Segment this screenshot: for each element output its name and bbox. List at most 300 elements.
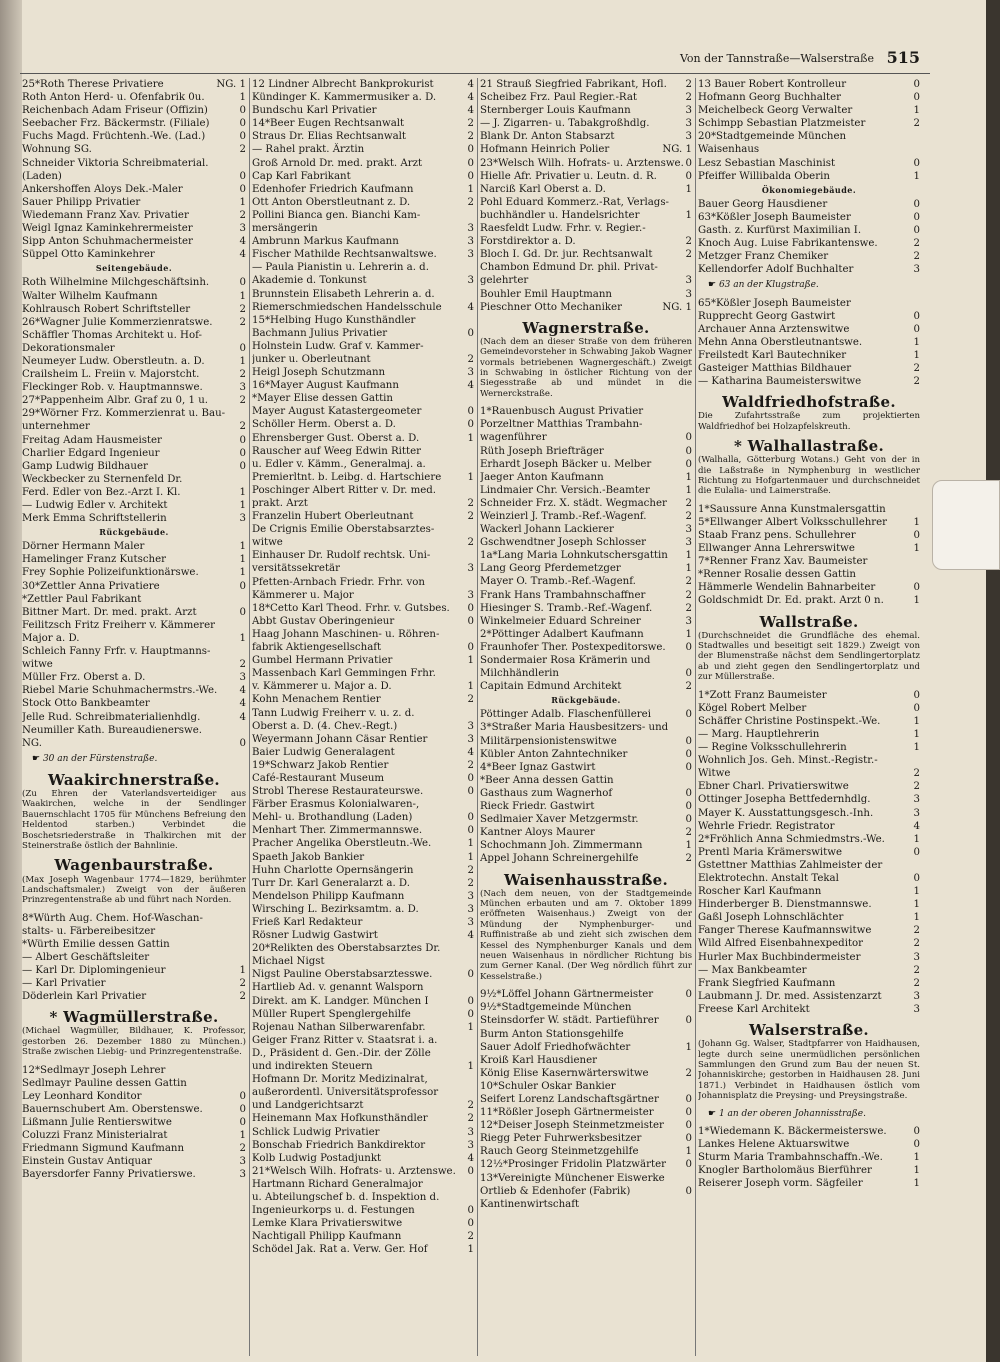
entry-name-occupation: Feilitzsch Fritz Freiherr v. Kämmerer (22, 619, 216, 631)
column-1 (22, 78, 246, 1358)
street-heading: Waisenhausstraße. (503, 870, 669, 889)
directory-entry (252, 864, 474, 877)
entry-floor: 4 (467, 746, 474, 758)
directory-entry (698, 833, 920, 846)
entry-floor: 2 (467, 511, 474, 523)
entry-name-occupation: Hofmann Georg Buchhalter (698, 92, 842, 104)
entry-floor: 0 (685, 1120, 692, 1132)
directory-entry (480, 104, 692, 117)
entry-floor: 0 (913, 92, 920, 104)
entry-name-occupation: Wohnlich Jos. Geh. Minst.-Registr.- (698, 755, 878, 767)
entry-name-occupation: 12*Deiser Joseph Steinmetzmeister (480, 1120, 664, 1132)
entry-floor: 2 (913, 781, 920, 793)
entry-floor: 3 (467, 563, 474, 575)
directory-entry (480, 721, 692, 734)
entry-name-occupation: 1*Rauenbusch August Privatier (480, 406, 644, 418)
directory-entry (698, 872, 920, 885)
entry-floor: 1 (239, 486, 246, 498)
entry-name-occupation: Premierltnt. b. Leibg. d. Hartschiere (252, 471, 442, 483)
entry-floor: 1 (913, 1151, 920, 1163)
directory-entry (698, 1177, 920, 1190)
entry-name-occupation: 1a*Lang Maria Lohnkutschersgattin (480, 550, 668, 562)
entry-name-occupation: Ehrensberger Gust. Oberst a. D. (252, 432, 420, 444)
entry-name-occupation: Gschwendtner Joseph Schlosser (480, 537, 647, 549)
entry-floor: 0 (685, 445, 692, 457)
cross-reference (32, 753, 246, 766)
entry-floor: 2 (239, 1143, 246, 1155)
entry-name-occupation: Stock Otto Bankbeamter (22, 698, 150, 710)
entry-name-occupation: Ankershoffen Aloys Dek.-Maler (22, 183, 183, 195)
entry-name-occupation: 19*Schwarz Jakob Rentier (252, 759, 389, 771)
entry-name-occupation: Major a. D. (22, 632, 80, 644)
entry-name-occupation: Witwe (698, 768, 731, 780)
directory-entry (480, 562, 692, 575)
entry-name-occupation: Gstettner Matthias Zahlmeister der (698, 859, 883, 871)
entry-name-occupation: Bayersdorfer Fanny Privatierswe. (22, 1169, 196, 1181)
directory-entry (252, 1021, 474, 1034)
entry-floor: 0 (685, 1094, 692, 1105)
entry-name-occupation: Pollini Bianca gen. Bianchi Kam- (252, 209, 421, 221)
entry-floor: 2 (239, 144, 246, 156)
entry-name-occupation: *Würth Emilie dessen Gattin (22, 938, 170, 950)
entry-floor: 2 (239, 395, 246, 407)
directory-entry (480, 78, 692, 91)
directory-entry (480, 813, 692, 826)
entry-name-occupation: Knoch Aug. Luise Fabrikantenswe. (698, 238, 878, 250)
directory-entry (252, 576, 474, 589)
directory-entry (480, 615, 692, 628)
directory-entry (22, 78, 246, 91)
entry-name-occupation: Roth Anton Herd- u. Ofenfabrik 0u. (22, 92, 205, 104)
directory-entry (698, 336, 920, 349)
entry-floor: 0 (685, 709, 692, 721)
directory-entry (22, 1129, 246, 1142)
directory-entry (252, 170, 474, 183)
entry-floor: 0 (467, 327, 474, 339)
entry-floor: 1 (239, 355, 246, 367)
entry-name-occupation: — Paula Pianistin u. Lehrerin a. d. (252, 262, 429, 274)
entry-name-occupation: Heinemann Max Hofkunsthändler (252, 1113, 428, 1125)
entry-name-occupation: Huhn Charlotte Opernsängerin (252, 864, 414, 876)
entry-name-occupation: Rieck Friedr. Gastwirt (480, 801, 595, 813)
entry-floor: 0 (467, 1165, 474, 1177)
section-subheading: Seitengebäude. (95, 263, 173, 274)
street-description: (Nach dem neuen, von der Stadtgemeinde München erbauten und am 7. Oktober 1899 eröffneten Waisenhaus.) Zweigt von der Mündung der Nymphenburger- und Ruffinistraße ab und zieht sich zwischen dem Kessel des Nymphenburger Kanals und dem neuen Waisenhaus in nördlicher Richtung bis zum Gerner Kanal. (Der Weg nördlich führt zur Kesselstraße.) (480, 888, 692, 982)
entry-name-occupation: Rüth Joseph Briefträger (480, 445, 604, 457)
entry-floor: 2 (685, 602, 692, 614)
directory-entry (480, 708, 692, 721)
directory-entry (698, 715, 920, 728)
entry-name-occupation: Mehn Anna Oberstleutnantswe. (698, 336, 863, 348)
entry-name-occupation: Sturm Maria Trambahnschaffn.-We. (698, 1151, 883, 1163)
entry-name-occupation: Direkt. am K. Landger. München I (252, 995, 429, 1007)
entry-name-occupation: *Renner Rosalie dessen Gattin (698, 569, 856, 581)
entry-name-occupation: Goldschmidt Dr. Ed. prakt. Arzt 0 n. (698, 595, 884, 607)
pointing-hand-icon: ☛ (32, 753, 43, 764)
entry-name-occupation: Charlier Edgard Ingenieur (22, 447, 160, 459)
entry-floor: 1 (913, 742, 920, 754)
entry-floor: 1 (239, 290, 246, 302)
directory-entry (698, 555, 920, 568)
entry-floor: 0 (685, 170, 692, 182)
directory-entry (252, 314, 474, 327)
directory-entry (252, 641, 474, 654)
entry-floor: 4 (467, 105, 474, 117)
entry-name-occupation: Schäffer Christine Postinspekt.-We. (698, 715, 881, 727)
book-binding (986, 0, 1000, 1362)
entry-floor: 0 (467, 615, 474, 627)
directory-entry (22, 276, 246, 289)
entry-name-occupation: Ambrunn Markus Kaufmann (252, 236, 399, 248)
directory-entry (480, 1028, 692, 1041)
directory-entry (698, 885, 920, 898)
directory-entry (698, 689, 920, 702)
directory-entry (480, 1132, 692, 1145)
entry-floor: 1 (467, 838, 474, 850)
entry-name-occupation: Einhauser Dr. Rudolf rechtsk. Uni- (252, 550, 431, 562)
directory-entry (480, 575, 692, 588)
street-heading: * Wagmüllerstraße. (49, 1008, 219, 1027)
section-subheading: Rückgebäude. (551, 695, 621, 706)
entry-name-occupation: Wehrle Friedr. Registrator (698, 820, 835, 832)
directory-entry (698, 977, 920, 990)
entry-name-occupation: Michael Nigst (252, 956, 325, 968)
entry-name-occupation: junker u. Oberleutnant (252, 353, 371, 365)
entry-name-occupation: Rupprecht Georg Gastwirt (698, 310, 836, 322)
entry-floor: 3 (239, 1156, 246, 1168)
entry-floor: 0 (913, 846, 920, 858)
entry-floor: 2 (913, 376, 920, 388)
directory-entry (22, 222, 246, 235)
entry-name-occupation: Hurler Max Buchbindermeister (698, 951, 861, 963)
entry-floor: 3 (685, 118, 692, 130)
directory-entry (252, 117, 474, 130)
entry-floor: 0 (685, 157, 692, 169)
directory-entry (22, 1155, 246, 1168)
entry-floor: 1 (913, 1178, 920, 1189)
directory-entry (22, 381, 246, 394)
entry-name-occupation: Schneider Frz. X. städt. Wegmacher (480, 497, 667, 509)
directory-entry (22, 248, 246, 261)
directory-entry (22, 394, 246, 407)
entry-name-occupation: Freese Karl Architekt (698, 1003, 810, 1015)
entry-floor: 2 (467, 131, 474, 143)
directory-entry (252, 916, 474, 929)
directory-entry (22, 355, 246, 368)
directory-entry (480, 301, 692, 314)
entry-name-occupation: Metzger Franz Chemiker (698, 251, 829, 263)
entry-floor: 2 (685, 92, 692, 104)
entry-floor: 0 (685, 1185, 692, 1197)
directory-entry (252, 877, 474, 890)
entry-floor: 1 (467, 471, 474, 483)
entry-floor: 2 (685, 249, 692, 261)
entry-name-occupation: Geiger Franz Ritter v. Staatsrat i. a. (252, 1034, 438, 1046)
directory-entry (480, 1185, 692, 1198)
directory-entry (22, 157, 246, 170)
directory-entry (698, 581, 920, 594)
directory-entry (22, 342, 246, 355)
entry-name-occupation: D., Präsident d. Gen.-Dir. der Zölle (252, 1047, 431, 1059)
entry-floor: 1 (913, 170, 920, 182)
entry-name-occupation: Gumbel Hermann Privatier (252, 655, 393, 667)
entry-name-occupation: und indirekten Steuern (252, 1061, 373, 1073)
directory-entry (252, 1204, 474, 1217)
entry-name-occupation: Lesz Sebastian Maschinist (698, 157, 836, 169)
cross-reference-text: 1 an der oberen Johannisstraße. (718, 1108, 866, 1119)
entry-name-occupation: Schlick Ludwig Privatier (252, 1126, 380, 1138)
entry-floor: 0 (467, 170, 474, 182)
directory-entry (252, 222, 474, 235)
entry-floor: 1 (913, 595, 920, 607)
directory-entry (252, 667, 474, 680)
entry-floor: 0 (239, 606, 246, 618)
entry-name-occupation: Bloch I. Gd. Dr. jur. Rechtsanwalt (480, 249, 653, 261)
entry-floor: 2 (685, 497, 692, 509)
entry-name-occupation: 1*Saussure Anna Kunstmalersgattin (698, 503, 886, 515)
entry-name-occupation: Winkelmeier Eduard Schreiner (480, 615, 641, 627)
entry-floor: 0 (239, 447, 246, 459)
directory-entry (252, 981, 474, 994)
entry-name-occupation: Tann Ludwig Freiherr v. u. z. d. (252, 707, 415, 719)
entry-name-occupation: witwe (252, 537, 283, 549)
entry-floor: 1 (913, 1164, 920, 1176)
entry-floor: 0 (685, 641, 692, 653)
directory-entry (252, 720, 474, 733)
entry-name-occupation: Ley Leonhard Konditor (22, 1090, 142, 1102)
directory-entry (698, 924, 920, 937)
street-heading: Walserstraße. (749, 1021, 869, 1039)
entry-floor: 0 (239, 277, 246, 289)
directory-entry (252, 1152, 474, 1165)
directory-entry (22, 1116, 246, 1129)
entry-name-occupation: Döderlein Karl Privatier (22, 991, 147, 1003)
directory-entry (252, 890, 474, 903)
entry-floor: 3 (239, 513, 246, 525)
entry-name-occupation: Dekorationsmaler (22, 342, 115, 354)
entry-name-occupation: Weyermann Johann Cäsar Rentier (252, 733, 428, 745)
entry-floor: 1 (239, 500, 246, 511)
directory-entry (22, 209, 246, 222)
entry-name-occupation: Kämmerer u. Major (252, 589, 354, 601)
entry-name-occupation: Riegg Peter Fuhrwerksbesitzer (480, 1133, 642, 1145)
entry-floor: 0 (239, 460, 246, 472)
entry-floor: 2 (913, 768, 920, 780)
section-subheading: Ökonomiegebäude. (761, 184, 857, 195)
directory-entry (480, 274, 692, 287)
directory-entry (252, 432, 474, 445)
entry-floor: 0 (685, 748, 692, 760)
directory-entry (252, 772, 474, 785)
directory-entry (22, 566, 246, 579)
entry-floor: 3 (467, 275, 474, 287)
entry-name-occupation: Akademie d. Tonkunst (252, 275, 367, 287)
entry-name-occupation: Porzeltner Matthias Trambahn- (480, 419, 643, 431)
directory-entry (252, 837, 474, 850)
entry-floor: 2 (913, 238, 920, 250)
entry-floor: 4 (239, 711, 246, 723)
directory-entry (252, 1047, 474, 1060)
directory-entry (480, 445, 692, 458)
directory-entry (22, 724, 246, 737)
directory-entry (698, 594, 920, 607)
entry-name-occupation: Pieschner Otto Mechaniker (480, 301, 622, 313)
entry-name-occupation: stalts- u. Färbereibesitzer (22, 925, 156, 937)
entry-floor: 2 (685, 827, 692, 839)
entry-floor: 1 (913, 105, 920, 117)
entry-name-occupation: 18*Cetto Karl Theod. Frhr. v. Gutsbes. (252, 602, 450, 614)
directory-entry (22, 951, 246, 964)
directory-entry (480, 1145, 692, 1158)
directory-entry (22, 684, 246, 697)
entry-name-occupation: Scheibez Frz. Paul Regier.-Rat (480, 92, 638, 104)
entry-name-occupation: Pfetten-Arnbach Friedr. Frhr. von (252, 576, 425, 588)
entry-name-occupation: Hartlieb Ad. v. genannt Walsporn (252, 982, 424, 994)
street-heading: Wagenbaurstraße. (54, 856, 214, 875)
directory-entry (698, 211, 920, 224)
entry-floor: 2 (467, 694, 474, 706)
entry-floor: 0 (467, 602, 474, 614)
entry-name-occupation: Franzelin Hubert Oberleutnant (252, 511, 414, 523)
directory-entry (252, 628, 474, 641)
directory-entry (480, 458, 692, 471)
entry-name-occupation: Sedlmaier Xaver Metzgermstr. (480, 814, 639, 826)
entry-floor: 1 (239, 554, 246, 566)
directory-entry (252, 903, 474, 916)
entry-name-occupation: Narciß Karl Oberst a. D. (480, 183, 606, 195)
directory-entry (22, 977, 246, 990)
entry-floor: 1 (467, 183, 474, 195)
entry-name-occupation: Merk Emma Schriftstellerin (22, 513, 167, 525)
directory-entry (698, 1164, 920, 1177)
directory-entry (698, 1125, 920, 1138)
entry-name-occupation: *Beer Anna dessen Gattin (480, 774, 614, 786)
entry-floor: 0 (239, 183, 246, 195)
entry-name-occupation: Weigl Ignaz Kaminkehrermeister (22, 223, 193, 235)
directory-entry (480, 510, 692, 523)
entry-name-occupation: Lankes Helene Aktuarswitwe (698, 1138, 850, 1150)
directory-entry (22, 486, 246, 499)
entry-floor: 2 (239, 991, 246, 1003)
entry-floor: 0 (913, 872, 920, 884)
entry-name-occupation: Wild Alfred Eisenbahnexpeditor (698, 938, 864, 950)
entry-name-occupation: Elektrotechn. Anstalt Tekal (698, 872, 839, 884)
directory-entry (698, 157, 920, 170)
directory-entry (698, 224, 920, 237)
directory-entry (480, 170, 692, 183)
directory-entry (252, 510, 474, 523)
directory-entry (480, 288, 692, 301)
entry-floor: 2 (685, 510, 692, 522)
entry-floor: 2 (685, 576, 692, 588)
entry-floor: 1 (913, 886, 920, 898)
street-description: (Nach dem an dieser Straße von dem früheren Gemeindevorsteher in Schwabing Jakob Wagner vormals betriebenen Wagnergeschäft.) Zweigt in Schwabing in östlicher Richtung von der Siegesstraße ab und mündet in die Wernerckstraße. (480, 336, 692, 399)
directory-entry (252, 589, 474, 602)
directory-entry (698, 91, 920, 104)
entry-floor: 4 (467, 1152, 474, 1164)
entry-name-occupation: u. Edler v. Kämm., Generalmaj. a. (252, 458, 426, 470)
directory-entry (22, 512, 246, 525)
entry-name-occupation: Menhart Ther. Zimmermannswe. (252, 825, 423, 837)
entry-name-occupation: Rösner Ludwig Gastwirt (252, 930, 378, 942)
entry-floor: 2 (239, 316, 246, 328)
entry-floor: 1 (239, 541, 246, 553)
entry-name-occupation: — J. Zigarren- u. Tabakgroßhdlg. (480, 118, 650, 130)
entry-floor: 3 (467, 1139, 474, 1151)
entry-name-occupation: — Karl Privatier (22, 978, 106, 990)
entry-floor: 1 (467, 655, 474, 667)
directory-entry (22, 235, 246, 248)
entry-floor: 2 (467, 353, 474, 365)
directory-entry (252, 798, 474, 811)
entry-name-occupation: Riebel Marie Schuhmachermstrs.-We. (22, 685, 218, 697)
entry-floor: 1 (467, 1061, 474, 1073)
entry-floor: 2 (239, 369, 246, 381)
directory-entry (698, 130, 920, 143)
directory-entry (252, 680, 474, 693)
entry-floor: 2 (685, 1067, 692, 1079)
entry-name-occupation: 10*Schuler Oskar Bankier (480, 1080, 616, 1092)
entry-floor: 1 (913, 543, 920, 555)
directory-entry (480, 852, 692, 865)
directory-entry (22, 420, 246, 433)
directory-entry (480, 91, 692, 104)
directory-entry (252, 733, 474, 746)
directory-entry (252, 1034, 474, 1047)
entry-name-occupation: Frey Sophie Polizeifunktionärswe. (22, 567, 199, 579)
entry-name-occupation: prakt. Arzt (252, 498, 308, 509)
entry-name-occupation: Bachmann Julius Privatier (252, 327, 388, 339)
entry-floor: NG. 1 (662, 301, 692, 313)
entry-name-occupation: Edenhofer Friedrich Kaufmann (252, 183, 414, 195)
directory-entry (252, 1008, 474, 1021)
entry-floor: 0 (685, 1159, 692, 1171)
directory-entry (480, 1001, 692, 1014)
entry-floor: 0 (685, 458, 692, 470)
entry-floor: 3 (685, 105, 692, 117)
entry-name-occupation: Coluzzi Franz Ministerialrat (22, 1130, 168, 1142)
entry-floor: 4 (239, 249, 246, 261)
entry-name-occupation: Fuchs Magd. Früchtenh.-We. (Lad.) (22, 131, 206, 143)
entry-name-occupation: 12½*Prosinger Fridolin Platzwärter (480, 1159, 666, 1171)
entry-name-occupation: Hamelinger Franz Kutscher (22, 554, 166, 566)
entry-name-occupation: Strobl Therese Restaurateurswe. (252, 786, 424, 798)
entry-floor: 1 (685, 563, 692, 575)
entry-name-occupation: — Max Bankbeamter (698, 964, 807, 976)
entry-name-occupation: 29*Wörner Frz. Kommerzienrat u. Bau- (22, 408, 226, 420)
entry-name-occupation: Pfeiffer Willibalda Oberin (698, 170, 830, 182)
directory-entry (480, 1041, 692, 1054)
directory-entry (698, 362, 920, 375)
directory-entry (252, 1086, 474, 1099)
entry-floor: 3 (913, 264, 920, 276)
entry-name-occupation: Pohl Eduard Kommerz.-Rat, Verlags- (480, 196, 669, 208)
directory-entry (252, 458, 474, 471)
entry-name-occupation: 25*Roth Therese Privatiere (22, 79, 164, 90)
entry-name-occupation: 9½*Stadtgemeinde München (480, 1002, 632, 1014)
entry-name-occupation: 8*Würth Aug. Chem. Hof-Waschan- (22, 912, 203, 924)
directory-entry (252, 851, 474, 864)
entry-name-occupation: Hartmann Richard Generalmajor (252, 1178, 423, 1190)
entry-floor: NG. 1 (216, 79, 246, 90)
directory-entry (22, 196, 246, 209)
entry-floor: 0 (467, 419, 474, 431)
directory-entry (252, 1099, 474, 1112)
entry-name-occupation: Mayer August Katastergeometer (252, 406, 422, 418)
directory-entry (252, 301, 474, 314)
entry-name-occupation: Sedlmayr Pauline dessen Gattin (22, 1077, 187, 1089)
column-4 (698, 78, 920, 1358)
